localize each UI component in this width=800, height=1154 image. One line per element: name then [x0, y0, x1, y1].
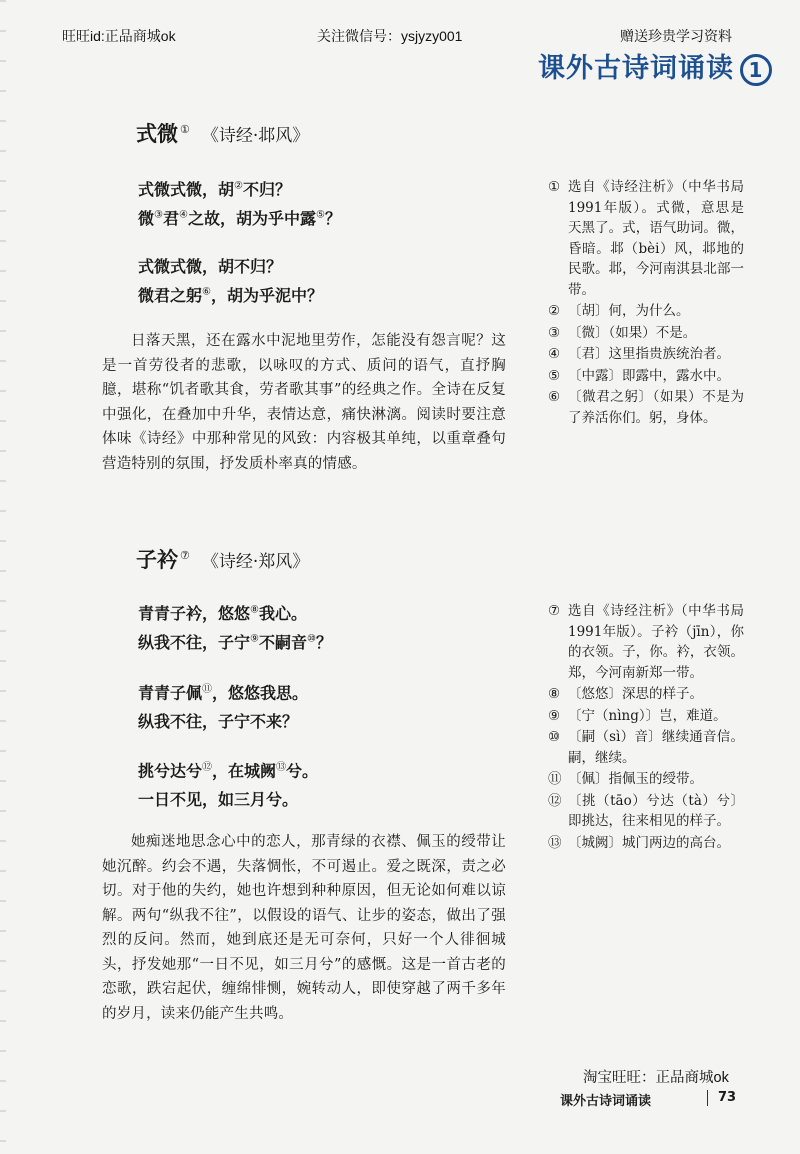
poem2-line: 青青子佩⑪，悠悠我思。	[138, 683, 309, 703]
poem2-line: 纵我不往，子宁⑨不嗣音⑩？	[138, 633, 332, 652]
poem1-title-mark: ①	[180, 123, 190, 136]
poem1-commentary: 日落天黑，还在露水中泥地里劳作，怎能没有怨言呢？这是一首劳役者的悲歌，以咏叹的方式、质问的语气，直抒胸臆，堪称“饥者歌其食，劳者歌其事”的经典之作。全诗在反复中强化，在叠加中升华，表情达意，痛快淋漓。阅读时要注意体味《诗经》中那种常见的风致：内容极其单纯，以重章叠句营造特别的氛围，抒发质朴率真的情感。	[102, 333, 506, 472]
series-title-text: 课外古诗词诵读	[538, 53, 734, 84]
watermark-top-center: 关注微信号：ysjyzy001	[317, 28, 463, 44]
poem2-notes	[548, 601, 744, 854]
poem1-line: 式微式微，胡②不归？	[138, 180, 291, 199]
poem2-title-mark: ⑦	[180, 549, 190, 562]
footnote: ⑫ 〔挑（tāo）兮达（tà）兮〕即挑达，往来相见的样子。	[548, 792, 744, 829]
poem1-line: 微君之躬⑥，胡为乎泥中？	[138, 286, 323, 305]
poem1-notes	[548, 177, 744, 429]
footnote: ④ 〔君〕这里指贵族统治者。	[548, 346, 730, 362]
poem2-commentary: 她痴迷地思念心中的恋人，那青绿的衣襟、佩玉的绶带让她沉醉。约会不遇，失落惆怅，不可遏止。爱之既深，责之必切。对于他的失约，她也许想到种种原因，但无论如何难以谅解。两句“纵我不往”，以假设的语气、让步的姿态，做出了强烈的反问。然而，她到底还是无可奈何，只好一个人徘徊城头，抒发她那“一日不见，如三月兮”的感慨。这是一首古老的恋歌，跌宕起伏，缠绵悱恻，婉转动人，即使穿越了两千多年的岁月，读来仍能产生共鸣。	[102, 834, 506, 1022]
footer-section: 课外古诗词诵读	[560, 1094, 652, 1109]
poem1-line: 微③君④之故，胡为乎中露⑤？	[138, 209, 341, 228]
poem1-source: 《诗经·邶风》	[201, 126, 310, 146]
footnote: ⑥ 〔微君之躬〕（如果）不是为了养活你们。躬，身体。	[548, 389, 744, 426]
poem1-title-text: 式微	[136, 121, 178, 146]
footnote: ⑨ 〔宁（nìng）〕岂，难道。	[548, 707, 727, 724]
poem2-source: 《诗经·郑风》	[201, 552, 310, 572]
poem2-line: 纵我不往，子宁不来？	[138, 712, 299, 731]
page-edge-shadow	[0, 0, 6, 1154]
poem2-line: 挑兮达兮⑫，在城阙⑬兮。	[138, 761, 319, 781]
watermark-top-left: 旺旺id:正品商城ok	[62, 28, 176, 44]
poem2-title	[136, 544, 309, 574]
footnote: ⑩ 〔嗣（sì）音〕继续通音信。嗣，继续。	[548, 729, 744, 766]
page-number: 73	[718, 1090, 737, 1105]
poem1-line: 式微式微，胡不归？	[138, 257, 283, 276]
footer-divider	[707, 1090, 708, 1106]
footnote: ② 〔胡〕何，为什么。	[548, 303, 690, 319]
footnote: ⑬ 〔城阙〕城门两边的高台。	[548, 834, 730, 851]
footnote: ⑦ 选自《诗经注析》（中华书局1991年版）。子衿（jīn），你的衣领。子，你。衿，衣领。郑，今河南新郑一带。	[548, 603, 744, 681]
poem2-line: 青青子衿，悠悠⑧我心。	[138, 604, 307, 623]
volume-mark: 1	[740, 54, 772, 86]
footnote: ① 选自《诗经注析》（中华书局1991年版）。式微，意思是天黑了。式，语气助词。微，昏暗。邶（bèi）风，邶地的民歌。邶，今河南淇县北部一带。	[548, 179, 744, 298]
watermark-bottom-right: 淘宝旺旺：正品商城ok	[583, 1070, 729, 1086]
watermark-top-right: 赠送珍贵学习资料	[620, 28, 732, 44]
footnote: ③ 〔微〕（如果）不是。	[548, 324, 697, 341]
footnote: ⑤ 〔中露〕即露中，露水中。	[548, 367, 730, 384]
poem1-title	[136, 118, 309, 148]
footnote: ⑪ 〔佩〕指佩玉的绶带。	[548, 771, 703, 787]
poem2-title-text: 子衿	[136, 547, 178, 572]
series-title	[538, 46, 772, 86]
footnote: ⑧ 〔悠悠〕深思的样子。	[548, 686, 703, 702]
poem2-line: 一日不见，如三月兮。	[138, 790, 299, 809]
